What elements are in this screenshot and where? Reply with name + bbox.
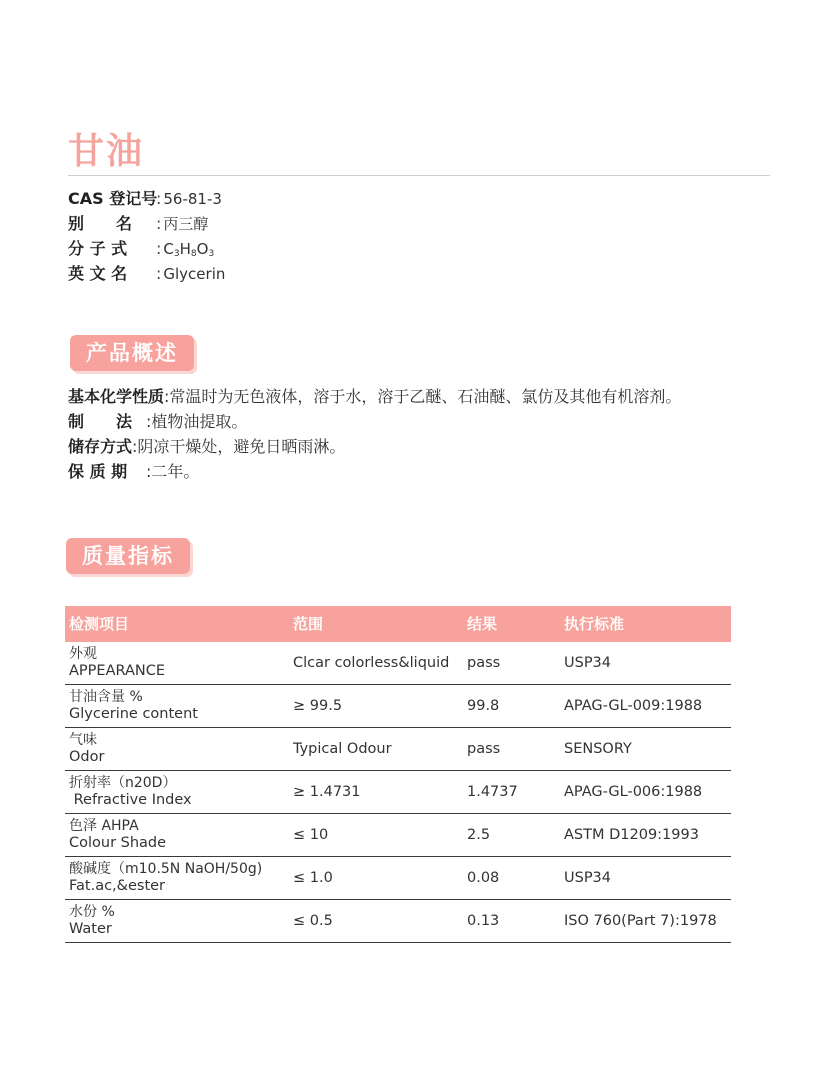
result-cell: 0.13 xyxy=(463,900,560,943)
page-title: 甘油 xyxy=(68,131,145,172)
test-item xyxy=(65,814,289,857)
range-cell: ≥ 1.4731 xyxy=(289,771,463,814)
section-heading-overview: 产品概述 xyxy=(70,335,194,371)
overview-label: 制 法 xyxy=(68,412,133,431)
test-item-en: Refractive Index xyxy=(69,792,192,808)
range-cell: ≥ 99.5 xyxy=(289,685,463,728)
info-separator: : xyxy=(156,264,162,283)
test-item xyxy=(65,857,289,900)
standard-cell: APAG-GL-009:1988 xyxy=(560,685,731,728)
info-row-alias xyxy=(68,211,225,236)
formula-h-count: 8 xyxy=(190,249,197,259)
table-row xyxy=(65,771,731,814)
section-heading-quality: 质量指标 xyxy=(66,538,190,574)
table-row xyxy=(65,814,731,857)
standard-cell: APAG-GL-006:1988 xyxy=(560,771,731,814)
info-label: 别 名 xyxy=(68,214,133,233)
test-item-cn: 酸碱度（m10.5N NaOH/50g) xyxy=(69,861,263,877)
standard-cell: USP34 xyxy=(560,857,731,900)
info-row-english-name xyxy=(68,261,225,286)
overview-value: :阴凉干燥处，避免日晒雨淋。 xyxy=(132,437,346,456)
test-item-cn: 外观 xyxy=(69,646,97,662)
column-header-item: 检测项目 xyxy=(65,606,289,642)
table-row xyxy=(65,857,731,900)
standard-cell: SENSORY xyxy=(560,728,731,771)
table-row xyxy=(65,728,731,771)
formula-o-count: 3 xyxy=(208,249,215,259)
title-divider xyxy=(68,175,770,176)
overview-value: :二年。 xyxy=(146,462,200,481)
info-separator: : xyxy=(156,239,162,258)
info-label: 英 文 名 xyxy=(68,264,128,283)
table-row xyxy=(65,685,731,728)
overview-value: :常温时为无色液体，溶于水，溶于乙醚、石油醚、氯仿及其他有机溶剂。 xyxy=(164,387,682,406)
result-cell: 99.8 xyxy=(463,685,560,728)
range-cell: Typical Odour xyxy=(289,728,463,771)
molecular-formula xyxy=(163,240,214,258)
result-cell: pass xyxy=(463,642,560,685)
info-value: 丙三醇 xyxy=(163,215,209,233)
test-item xyxy=(65,728,289,771)
test-item xyxy=(65,771,289,814)
formula-h: H xyxy=(179,240,191,258)
range-cell: Clcar colorless&liquid xyxy=(289,642,463,685)
info-separator: : xyxy=(156,189,162,208)
result-cell: 1.4737 xyxy=(463,771,560,814)
test-item-en: Water xyxy=(69,921,112,937)
test-item-cn: 甘油含量 % xyxy=(69,689,143,705)
result-cell: 0.08 xyxy=(463,857,560,900)
result-cell: 2.5 xyxy=(463,814,560,857)
info-separator: : xyxy=(156,214,162,233)
overview-row-method xyxy=(68,409,681,434)
test-item-en: Glycerine content xyxy=(69,706,198,722)
test-item-en: Fat.ac,&ester xyxy=(69,878,166,894)
standard-cell: USP34 xyxy=(560,642,731,685)
formula-o: O xyxy=(196,240,209,258)
test-item-en: Colour Shade xyxy=(69,835,167,851)
info-value: 56-81-3 xyxy=(163,190,222,208)
formula-c: C xyxy=(163,240,174,258)
table-row xyxy=(65,642,731,685)
overview-label: 保 质 期 xyxy=(68,462,128,481)
info-label: CAS 登记号 xyxy=(68,189,158,208)
overview-label: 储存方式 xyxy=(68,437,133,456)
test-item-cn: 折射率（n20D） xyxy=(69,775,177,791)
standard-cell: ISO 760(Part 7):1978 xyxy=(560,900,731,943)
overview-label: 基本化学性质 xyxy=(68,387,165,406)
column-header-standard: 执行标准 xyxy=(560,606,731,642)
test-item xyxy=(65,685,289,728)
test-item-cn: 气味 xyxy=(69,732,97,748)
quality-spec-table xyxy=(65,606,731,943)
result-cell: pass xyxy=(463,728,560,771)
test-item-cn: 水份 % xyxy=(69,904,115,920)
info-value: Glycerin xyxy=(163,265,226,283)
test-item xyxy=(65,900,289,943)
range-cell: ≤ 1.0 xyxy=(289,857,463,900)
overview-value: :植物油提取。 xyxy=(146,412,248,431)
test-item-en: APPEARANCE xyxy=(69,663,166,679)
range-cell: ≤ 10 xyxy=(289,814,463,857)
info-row-formula xyxy=(68,236,225,261)
info-row-cas xyxy=(68,186,225,211)
info-label: 分 子 式 xyxy=(68,239,128,258)
standard-cell: ASTM D1209:1993 xyxy=(560,814,731,857)
overview-row-shelf-life xyxy=(68,459,681,484)
basic-info xyxy=(68,186,225,286)
test-item-cn: 色泽 AHPA xyxy=(69,818,139,834)
overview-row-properties xyxy=(68,384,681,409)
table-row xyxy=(65,900,731,943)
test-item-en: Odor xyxy=(69,749,105,765)
table-header-row xyxy=(65,606,731,642)
test-item xyxy=(65,642,289,685)
formula-c-count: 3 xyxy=(173,249,180,259)
column-header-result: 结果 xyxy=(463,606,560,642)
range-cell: ≤ 0.5 xyxy=(289,900,463,943)
product-overview xyxy=(68,384,681,484)
overview-row-storage xyxy=(68,434,681,459)
column-header-range: 范围 xyxy=(289,606,463,642)
